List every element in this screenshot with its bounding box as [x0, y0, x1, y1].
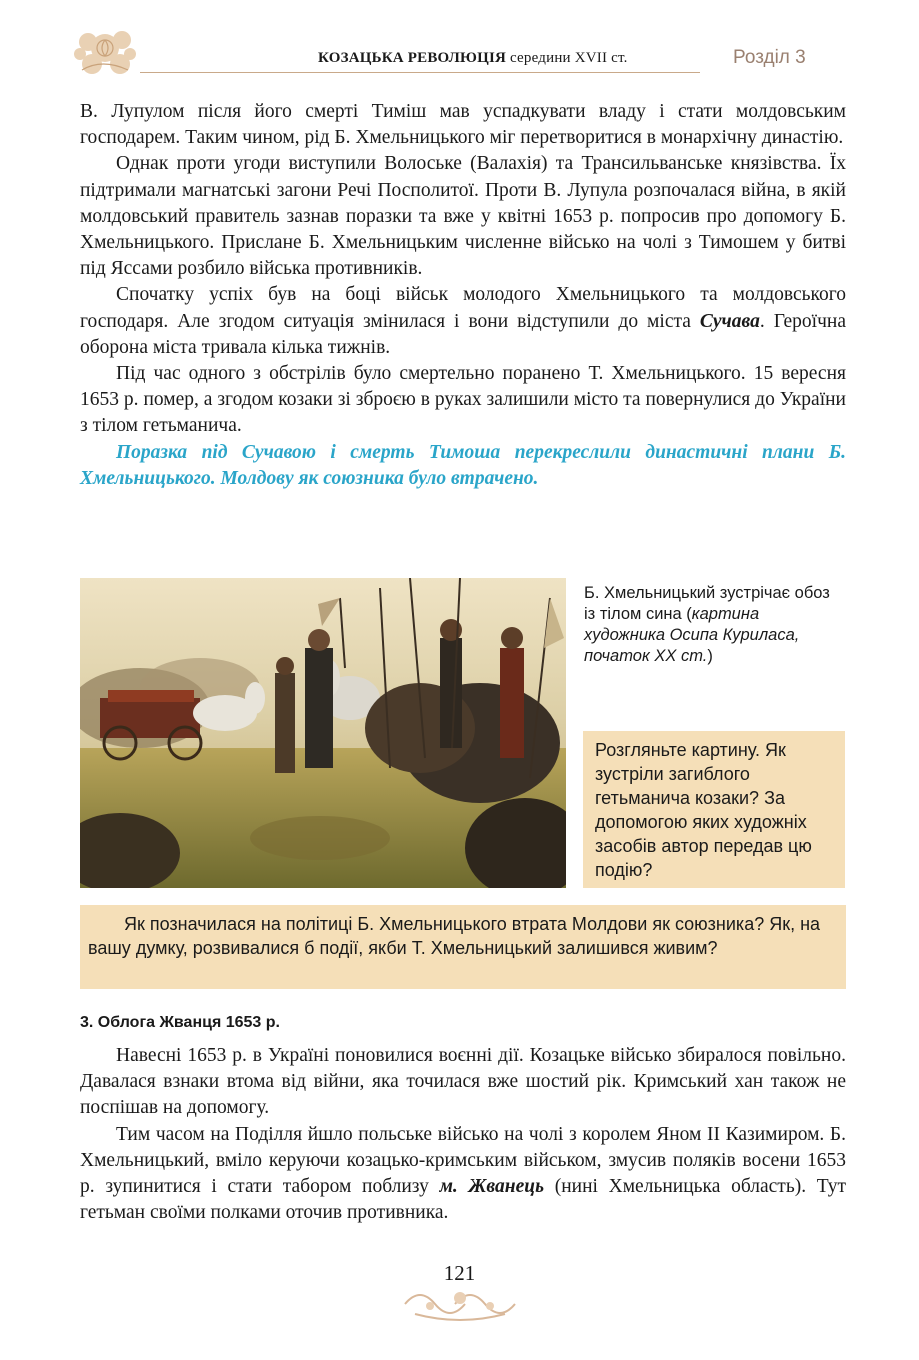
- running-header: [318, 50, 628, 67]
- task-box: Як позначилася на політиці Б. Хмельницького втрата Молдови як союзника? Як, на вашу думку, розвивалися б події, якби Т. Хмельницький залишився живим?: [80, 905, 846, 989]
- page-number: 121: [443, 1261, 476, 1285]
- paragraph-text: . Героїчна оборона міста тривала кілька тижнів.: [80, 310, 847, 358]
- paragraph-text: Спочатку успіх був на боці військ молодого Хмельницького та молдовського господаря. Але згодом ситуація змінилася і вони відступили до міста: [80, 284, 846, 332]
- question-box: Розгляньте картину. Як зустріли загиблого гетьманича козаки? За допомогою яких художніх засобів автор передав цю подію?: [583, 731, 845, 888]
- body-text-bottom: [80, 1043, 846, 1226]
- section-label: Розділ 3: [733, 47, 806, 68]
- paragraph: Однак проти угоди виступили Волоське (Валахія) та Трансильванське князівства. Їх підтримали магнатські загони Речі Посполитої. Проти В. Лупула розпочалася війна, в якій молдовський правитель зазнав поразки та вже у квітні 1653 р. попросив про допомогу Б. Хмельницького. Прислане Б. Хмельницьким численне військо на чолі з Тимошем у битві під Яссами розбило війська противників.: [80, 153, 846, 280]
- paragraph: В. Лупулом після його смерті Тиміш мав успадкувати владу і стати молдовським господарем. Таким чином, рід Б. Хмельницького міг перетворитися в монархічну династію.: [80, 101, 846, 149]
- caption-text: Б. Хмельницький зустрічає обоз із тілом сина (: [584, 584, 830, 623]
- painting-image: [80, 578, 566, 888]
- term-suceava: Сучава: [699, 310, 760, 332]
- paragraph: [80, 282, 846, 361]
- header-title-rest: середини XVII ст.: [506, 50, 628, 66]
- paragraph: [80, 1122, 846, 1227]
- term-zhvanets: м. Жванець: [439, 1176, 544, 1198]
- paragraph: Під час одного з обстрілів було смертельно поранено Т. Хмельницького. 15 вересня 1653 р. помер, а згодом козаки зі зброєю в руках залишили місто та повернулися до України з тілом гетьманича.: [80, 363, 846, 437]
- figure-caption: [584, 583, 844, 667]
- header-rule: [140, 72, 700, 73]
- footer-ornament-icon: [395, 1284, 525, 1324]
- floral-ornament-icon: [70, 22, 140, 82]
- header-title-bold: КОЗАЦЬКА РЕВОЛЮЦІЯ: [318, 50, 507, 66]
- paragraph: Навесні 1653 р. в Україні поновилися воєнні дії. Козацьке військо збиралося повільно. Давалася взнаки втома від війни, яка точилася вже шостий рік. Кримський хан також не поспішав на допомогу.: [80, 1045, 846, 1119]
- section-heading: 3. Облога Жванця 1653 р.: [80, 1014, 280, 1031]
- caption-text: ): [707, 647, 713, 665]
- paragraph-text: Тим часом на Поділля йшло польське військо на чолі з королем Яном ІІ Казимиром. Б. Хмельницький, вміло керуючи козацько-кримським військом, змусив поляків восени 1653 р. зупинитися і стати табором поблизу: [80, 1123, 846, 1198]
- key-conclusion: Поразка під Сучавою і смерть Тимоша перекреслили династичні плани Б. Хмельницького. Молдову як союзника було втрачено.: [80, 441, 846, 489]
- body-text-top: [80, 99, 846, 492]
- caption-italic: картина художника Осипа Куриласа, початок XX ст.: [584, 605, 800, 665]
- paragraph-text: (нині Хмельницька область). Тут гетьман своїми полками оточив противника.: [80, 1176, 847, 1224]
